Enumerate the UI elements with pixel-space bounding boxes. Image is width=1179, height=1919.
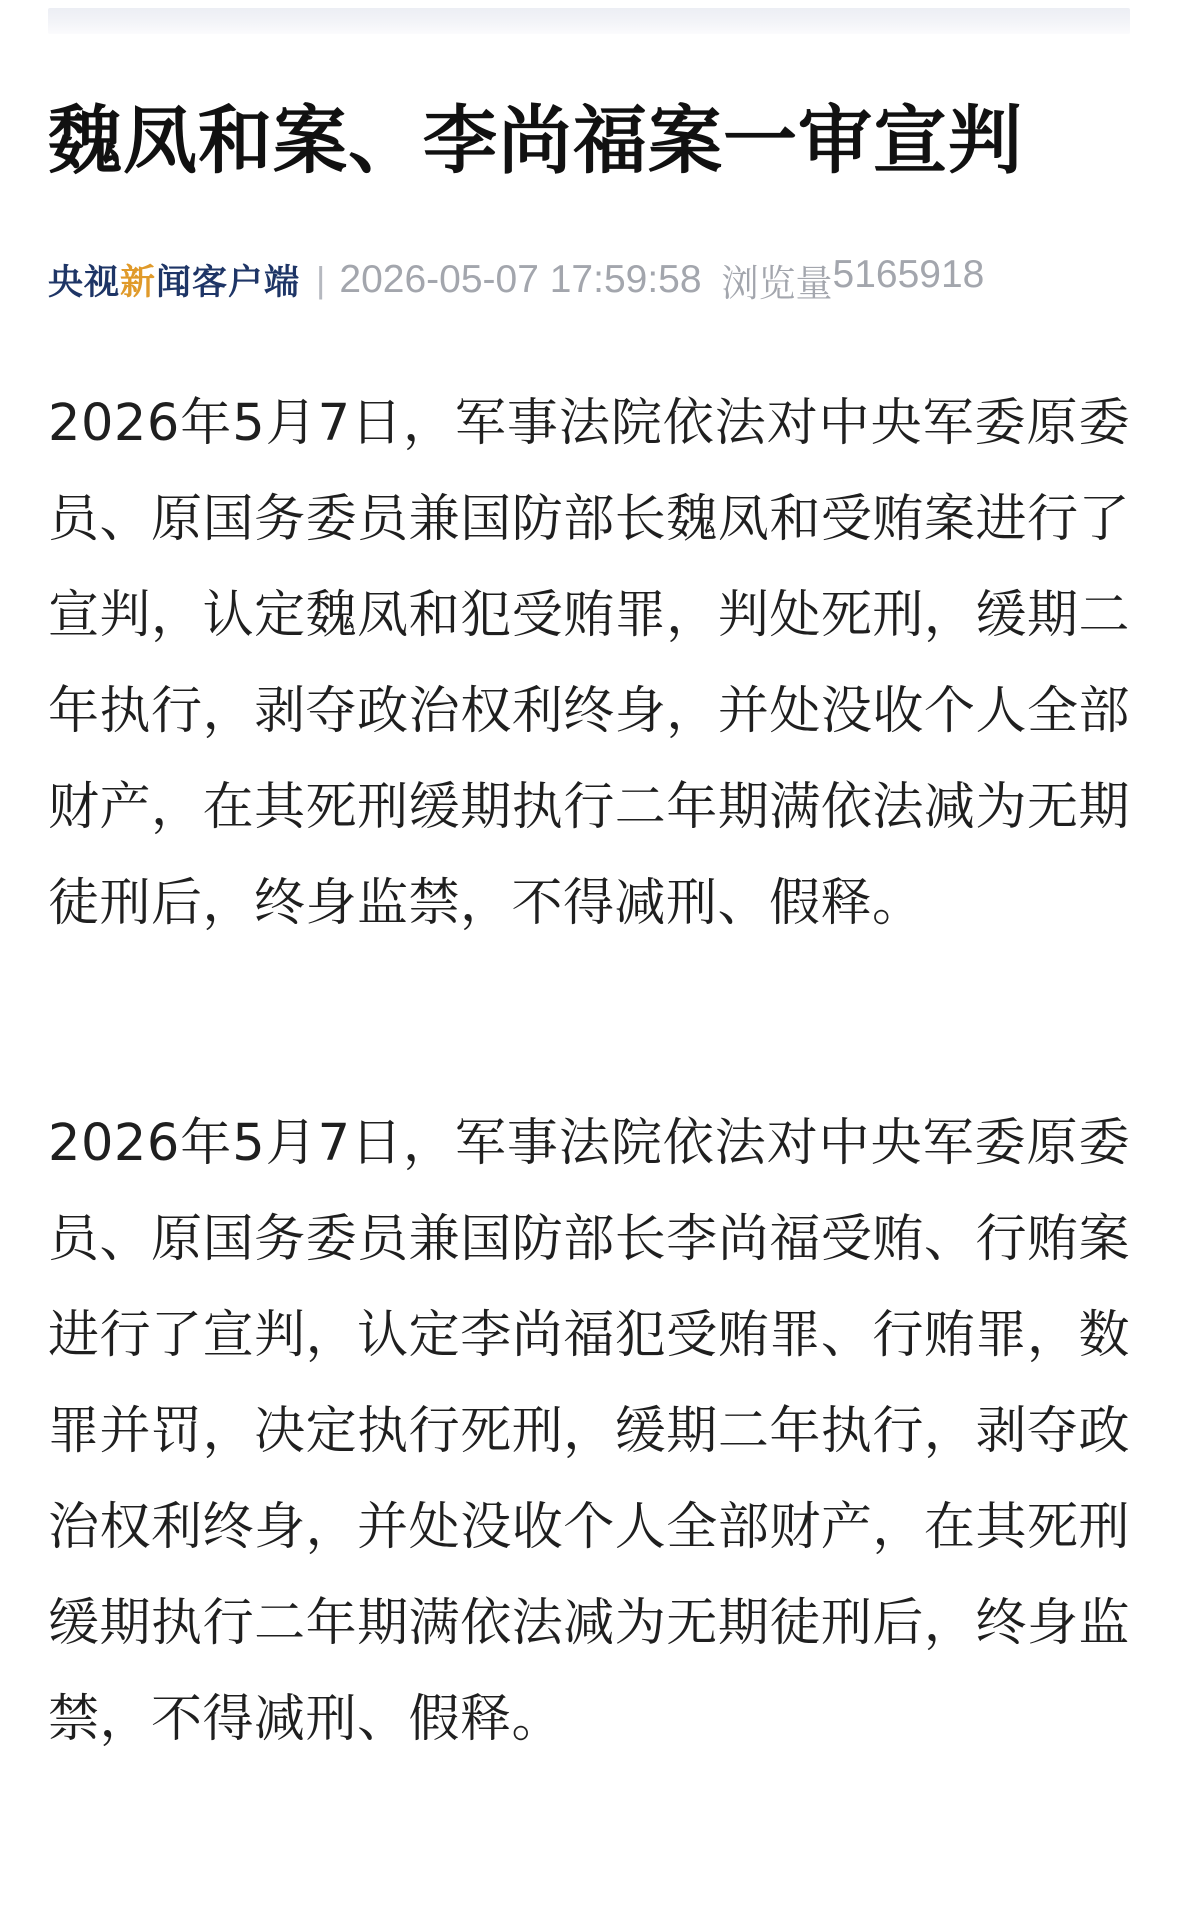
view-count-label: 浏览量 [721, 262, 833, 305]
view-count-value: 5165918 [832, 253, 985, 296]
article-title: 魏凤和案、李尚福案一审宣判 [48, 98, 1023, 184]
publish-datetime: 2026-05-07 17:59:58 [339, 258, 702, 301]
article-paragraph: 2026年5月7日，军事法院依法对中央军委原委员、原国务委员兼国防部长李尚福受贿、行贿案进行了宣判，认定李尚福犯受贿罪、行贿罪，数罪并罚，决定执行死刑，缓期二年执行，剥夺政治权利终身，并处没收个人全部财产，在其死刑缓期执行二年期满依法减为无期徒刑后，终身监禁，不得减刑、假释。 [48, 1114, 1130, 1749]
article-paragraph: 2026年5月7日，军事法院依法对中央军委原委员、原国务委员兼国防部长魏凤和受贿案进行了宣判，认定魏凤和犯受贿罪，判处死刑，缓期二年执行，剥夺政治权利终身，并处没收个人全部财产，在其死刑缓期执行二年期满依法减为无期徒刑后，终身监禁，不得减刑、假释。 [48, 394, 1130, 933]
source-highlight: 新 [120, 263, 157, 303]
source-link[interactable] [48, 255, 300, 305]
top-divider-strip [48, 8, 1130, 34]
source-prefix: 央视 [48, 263, 121, 303]
source-suffix: 闻客户端 [156, 263, 301, 303]
view-count [722, 253, 985, 307]
article-meta [48, 254, 984, 306]
meta-separator: | [316, 259, 326, 300]
